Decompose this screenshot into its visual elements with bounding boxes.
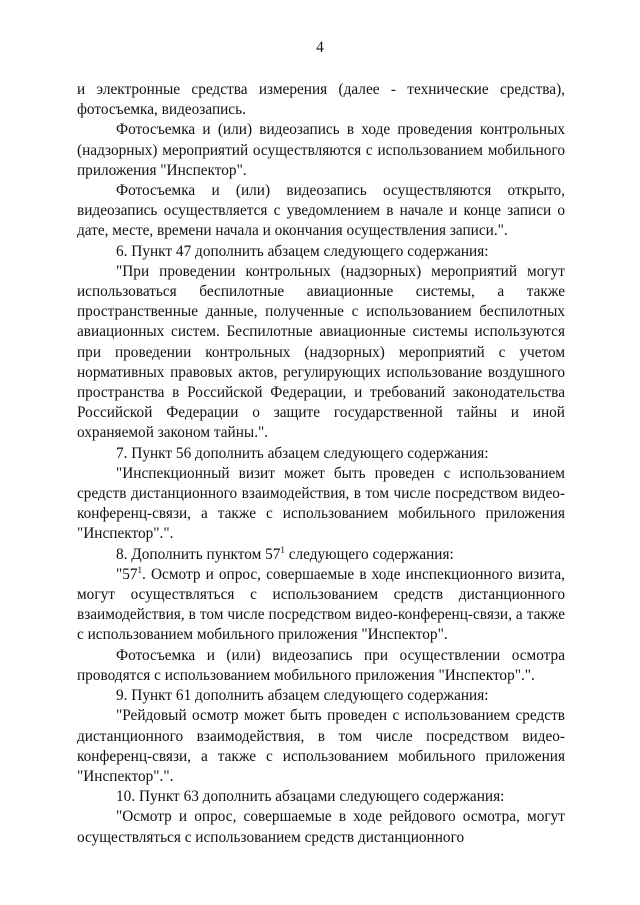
paragraph: "Рейдовый осмотр может быть проведен с использованием средств дистанционного взаимодействия, в том числе посредством видео-конференц-связи, а также с использованием мобильного приложения "Инспектор".". [77, 707, 565, 785]
paragraph [77, 565, 565, 646]
paragraph: Фотосъемка и (или) видеозапись в ходе проведения контрольных (надзорных) мероприятий осуществляются с использованием мобильного приложения "Инспектор". [77, 121, 565, 179]
paragraph: 7. Пункт 56 дополнить абзацем следующего содержания: [116, 444, 489, 462]
superscript: 1 [280, 544, 285, 555]
paragraph-text: . Осмотр и опрос, совершаемые в ходе инспекционного визита, могут осуществляться с использованием средств дистанционного взаимодействия, в том числе посредством видео-конференц-связи, а также с использованием мобильного приложения "Инспектор". [77, 565, 565, 644]
paragraph-text: следующего содержания: [284, 545, 454, 563]
paragraph: 9. Пункт 61 дополнить абзацем следующего содержания: [116, 687, 489, 705]
document-body [77, 80, 565, 848]
paragraph-text: "57 [116, 565, 138, 583]
page-number: 4 [316, 39, 324, 56]
paragraph: "При проведении контрольных (надзорных) мероприятий могут использоваться беспилотные авиационные системы, а также пространственные данные, полученные с использованием беспилотных авиационных систем. Беспилотные авиационные системы используются при проведении контрольных (надзорных) мероприятий с учетом нормативных правовых актов, регулирующих использование воздушного пространства в Российской Федерации, и требований законодательства Российской Федерации о защите государственной тайны и иной охраняемой законом тайны.". [77, 262, 565, 442]
paragraph: Фотосъемка и (или) видеозапись осуществляются открыто, видеозапись осуществляется с уведомлением в начале и конце записи о дате, месте, времени начала и окончания осуществления записи.". [77, 182, 565, 240]
paragraph: 6. Пункт 47 дополнить абзацем следующего содержания: [116, 242, 489, 260]
paragraph: и электронные средства измерения (далее - технические средства), фотосъемка, видеозапись. [77, 81, 565, 119]
paragraph-text: 8. Дополнить пунктом 57 [116, 545, 281, 563]
paragraph: Фотосъемка и (или) видеозапись при осуществлении осмотра проводятся с использованием мобильного приложения "Инспектор".". [77, 646, 565, 684]
paragraph: 10. Пункт 63 дополнить абзацами следующего содержания: [116, 788, 505, 806]
paragraph: "Инспекционный визит может быть проведен с использованием средств дистанционного взаимодействия, в том числе посредством видео-конференц-связи, а также с использованием мобильного приложения "Инспектор".". [77, 464, 565, 543]
superscript: 1 [137, 564, 143, 575]
paragraph: "Осмотр и опрос, совершаемые в ходе рейдового осмотра, могут осуществляться с использованием средств дистанционного [77, 808, 565, 846]
paragraph [77, 545, 565, 565]
